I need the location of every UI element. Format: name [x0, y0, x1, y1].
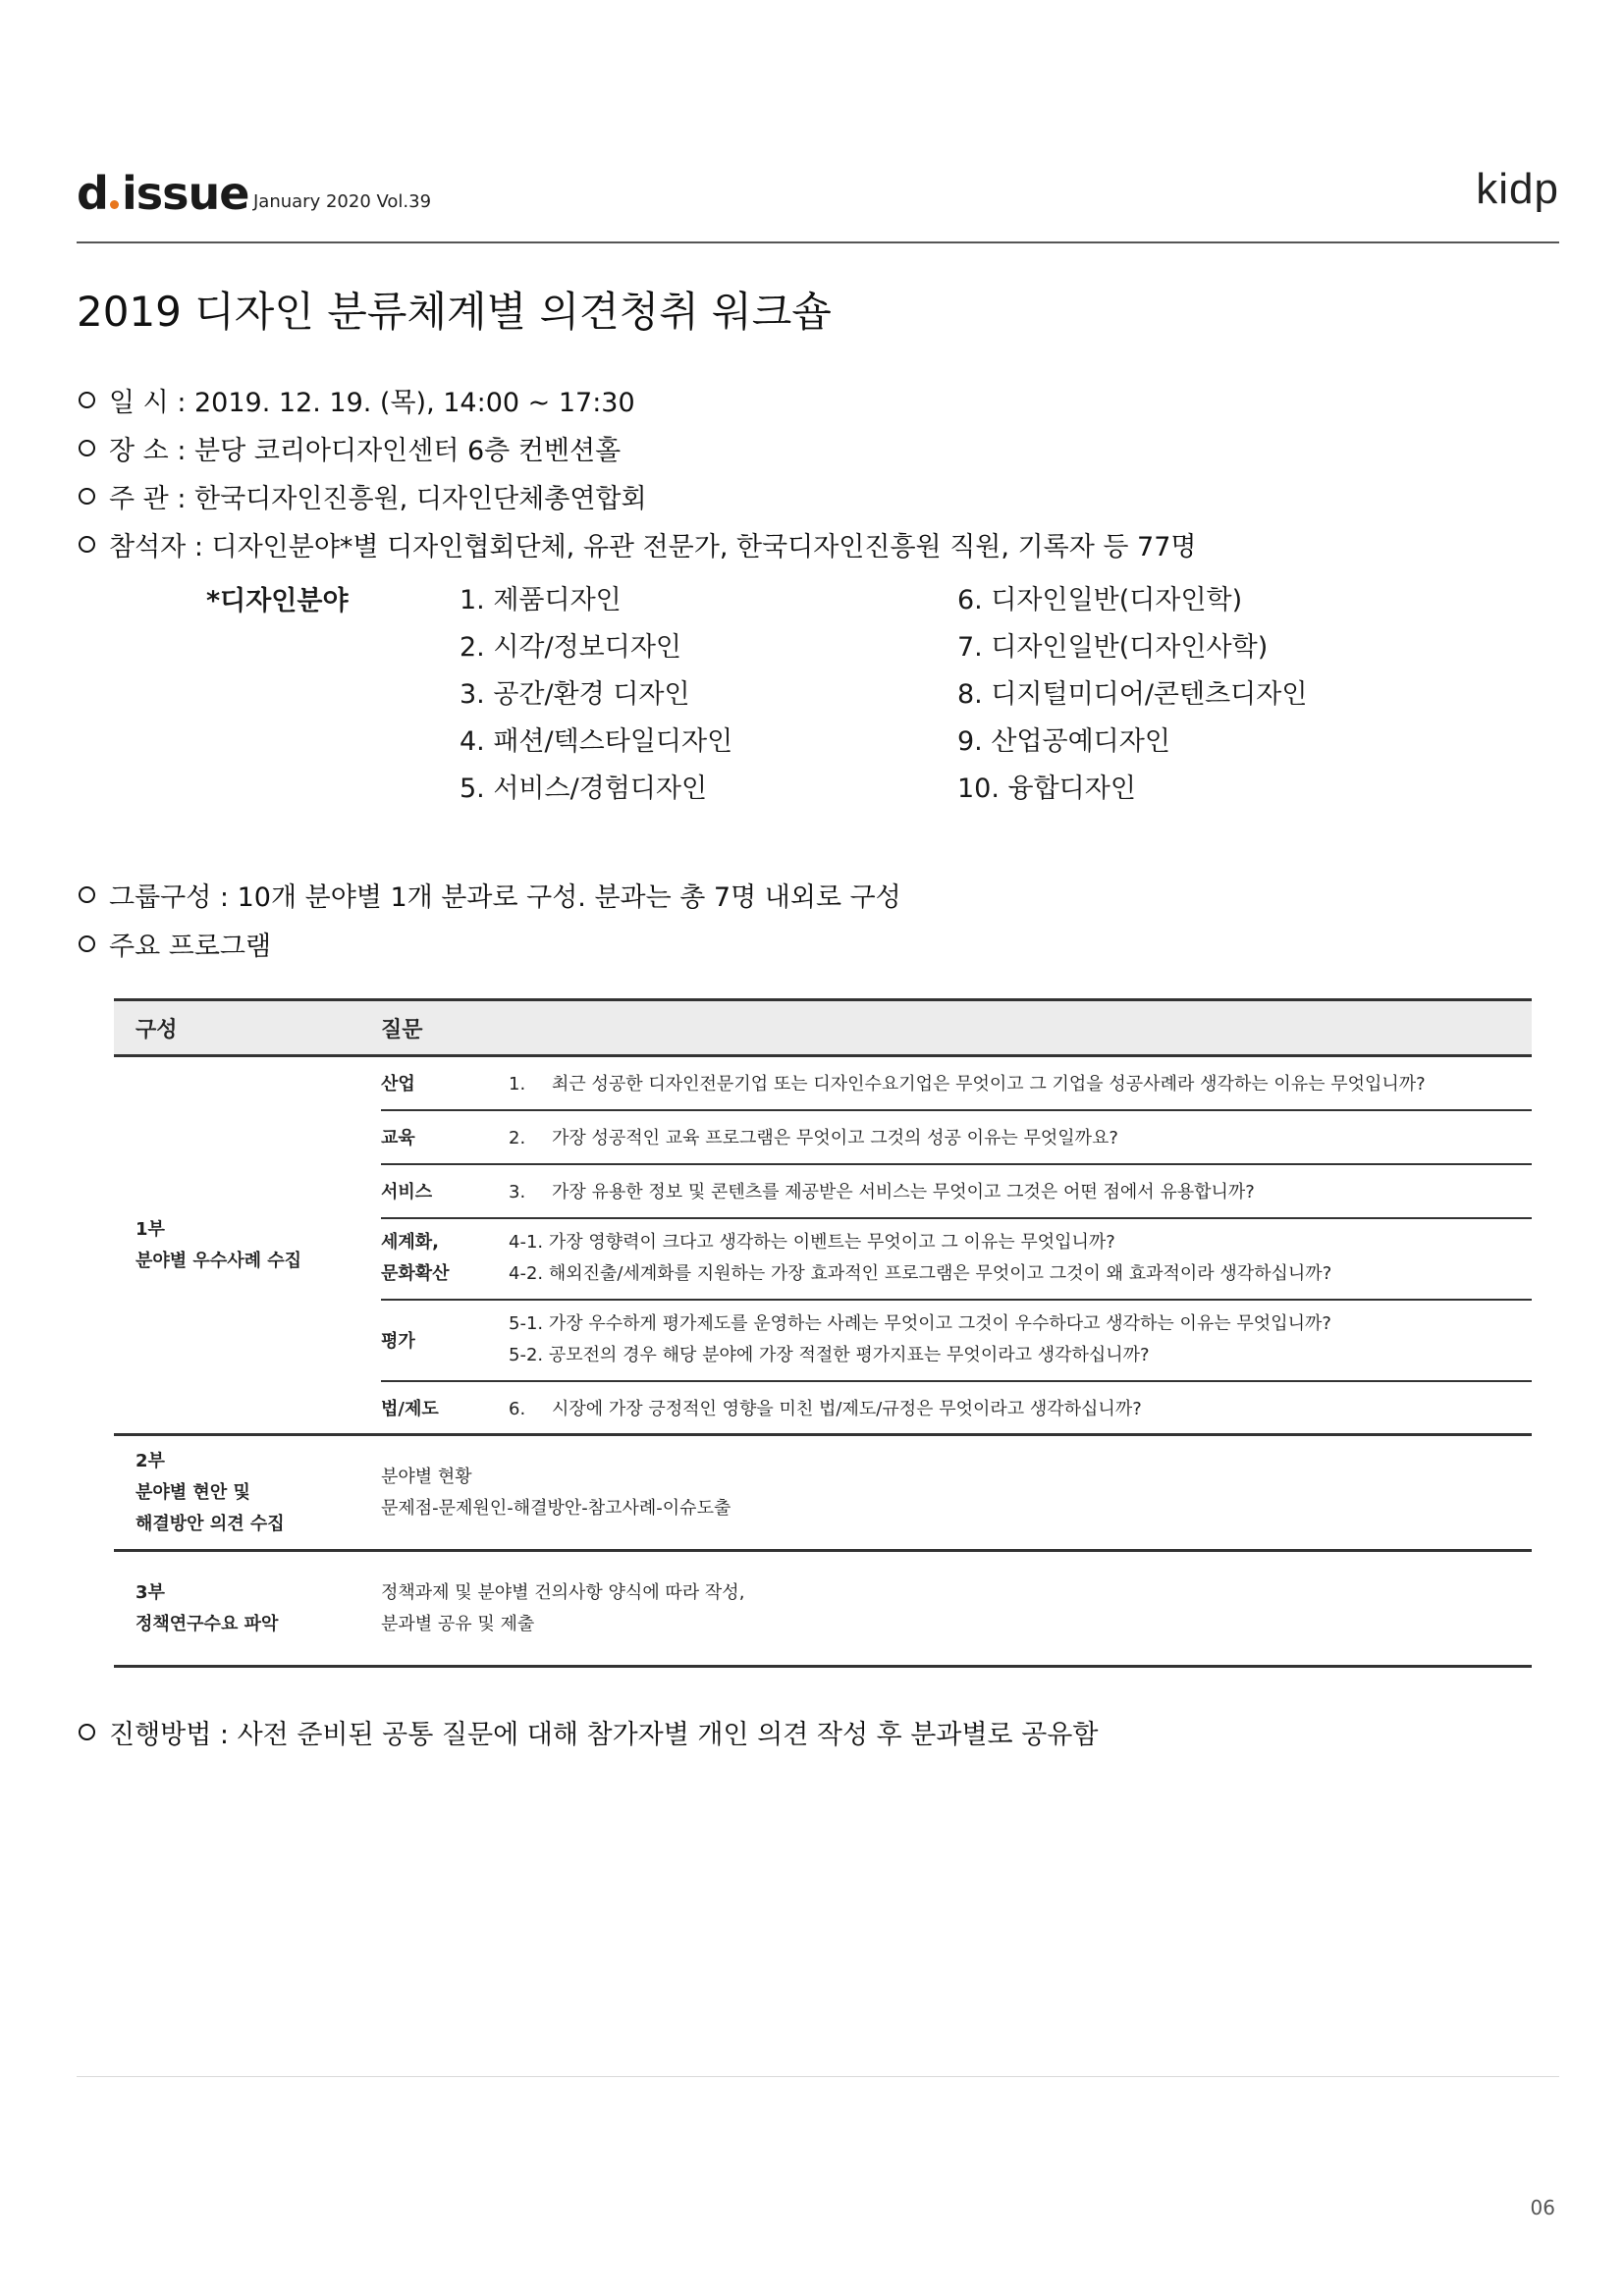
- category-cell: 서비스: [381, 1164, 509, 1218]
- table-row: [114, 1056, 1532, 1110]
- question-cell: 6. 시장에 가장 긍정적인 영향을 미친 법/제도/규정은 무엇이라고 생각하십니까?: [509, 1381, 1532, 1435]
- design-field-item: 4. 패션/텍스타일디자인: [460, 726, 733, 757]
- info-attendees: 참석자 : 디자인분야*별 디자인협회단체, 유관 전문가, 한국디자인진흥원 직원, 기록자 등 77명: [79, 525, 1196, 563]
- header-question: 질문: [381, 1000, 1532, 1056]
- info-date: 일 시 : 2019. 12. 19. (목), 14:00 ~ 17:30: [79, 381, 635, 419]
- design-field-item: 3. 공간/환경 디자인: [460, 679, 690, 710]
- circle-bullet-icon: [79, 536, 95, 553]
- header-divider: [77, 241, 1559, 243]
- design-field-item: 2. 시각/정보디자인: [460, 632, 682, 663]
- footer-divider: [77, 2076, 1559, 2077]
- program-table: [114, 998, 1532, 1668]
- logo-dot-icon: [110, 200, 119, 209]
- circle-bullet-icon: [79, 392, 95, 408]
- issue-meta: January 2020 Vol.39: [253, 191, 432, 212]
- design-field-item: 10. 융합디자인: [957, 774, 1136, 804]
- question-cell: 2. 가장 성공적인 교육 프로그램은 무엇이고 그것의 성공 이유는 무엇일까요?: [509, 1110, 1532, 1164]
- table-row: [114, 1435, 1532, 1551]
- design-field-list-right: [957, 577, 1307, 813]
- part3-text: 정책과제 및 분야별 건의사항 양식에 따라 작성, 분과별 공유 및 제출: [381, 1551, 1532, 1667]
- part2-label: 2부 분야별 현안 및 해결방안 의견 수집: [114, 1435, 381, 1551]
- part3-label: 3부 정책연구수요 파악: [114, 1551, 381, 1667]
- design-field-item: 8. 디지털미디어/콘텐츠디자인: [957, 679, 1308, 710]
- info-program: 주요 프로그램: [79, 925, 271, 963]
- circle-bullet-icon: [79, 488, 95, 505]
- circle-bullet-icon: [79, 1724, 95, 1740]
- design-field-item: 7. 디자인일반(디자인사학): [957, 632, 1269, 663]
- circle-bullet-icon: [79, 935, 95, 952]
- table-header-row: [114, 1000, 1532, 1056]
- design-field-item: 1. 제품디자인: [460, 585, 622, 615]
- dissue-logo: d issue: [77, 167, 249, 220]
- part1-label: 1부 분야별 우수사례 수집: [114, 1056, 381, 1435]
- design-field-item: 6. 디자인일반(디자인학): [957, 585, 1243, 615]
- header-composition: 구성: [114, 1000, 381, 1056]
- page-title: 2019 디자인 분류체계별 의견청취 워크숍: [77, 288, 832, 336]
- category-cell: 평가: [381, 1300, 509, 1381]
- design-field-list-left: [460, 577, 732, 813]
- category-cell: 법/제도: [381, 1381, 509, 1435]
- circle-bullet-icon: [79, 440, 95, 456]
- info-group: 그룹구성 : 10개 분야별 1개 분과로 구성. 분과는 총 7명 내외로 구성: [79, 876, 901, 914]
- info-method: 진행방법 : 사전 준비된 공통 질문에 대해 참가자별 개인 의견 작성 후 분과별로 공유함: [79, 1713, 1098, 1751]
- design-field-note: *디자인분야: [206, 586, 349, 616]
- kidp-logo: kidp: [1476, 165, 1559, 213]
- question-cell: 1. 최근 성공한 디자인전문기업 또는 디자인수요기업은 무엇이고 그 기업을 성공사례라 생각하는 이유는 무엇입니까?: [509, 1056, 1532, 1110]
- category-cell: 세계화, 문화확산: [381, 1218, 509, 1300]
- category-cell: 산업: [381, 1056, 509, 1110]
- table-row: [114, 1551, 1532, 1667]
- question-cell: 4-1. 가장 영향력이 크다고 생각하는 이벤트는 무엇이고 그 이유는 무엇입니까? 4-2. 해외진출/세계화를 지원하는 가장 효과적인 프로그램은 무엇이고 그것이 왜 효과적이라 생각하십니까?: [509, 1218, 1532, 1300]
- category-cell: 교육: [381, 1110, 509, 1164]
- design-field-item: 5. 서비스/경험디자인: [460, 774, 708, 804]
- part2-text: 분야별 현황 문제점-문제원인-해결방안-참고사례-이슈도출: [381, 1435, 1532, 1551]
- info-venue: 장 소 : 분당 코리아디자인센터 6층 컨벤션홀: [79, 429, 621, 467]
- page-number: 06: [1530, 2196, 1555, 2219]
- circle-bullet-icon: [79, 886, 95, 903]
- info-host: 주 관 : 한국디자인진흥원, 디자인단체총연합회: [79, 477, 647, 515]
- question-cell: 5-1. 가장 우수하게 평가제도를 운영하는 사례는 무엇이고 그것이 우수하다고 생각하는 이유는 무엇입니까? 5-2. 공모전의 경우 해당 분야에 가장 적절한 평가지표는 무엇이라고 생각하십니까?: [509, 1300, 1532, 1381]
- question-cell: 3. 가장 유용한 정보 및 콘텐츠를 제공받은 서비스는 무엇이고 그것은 어떤 점에서 유용합니까?: [509, 1164, 1532, 1218]
- design-field-item: 9. 산업공예디자인: [957, 726, 1170, 757]
